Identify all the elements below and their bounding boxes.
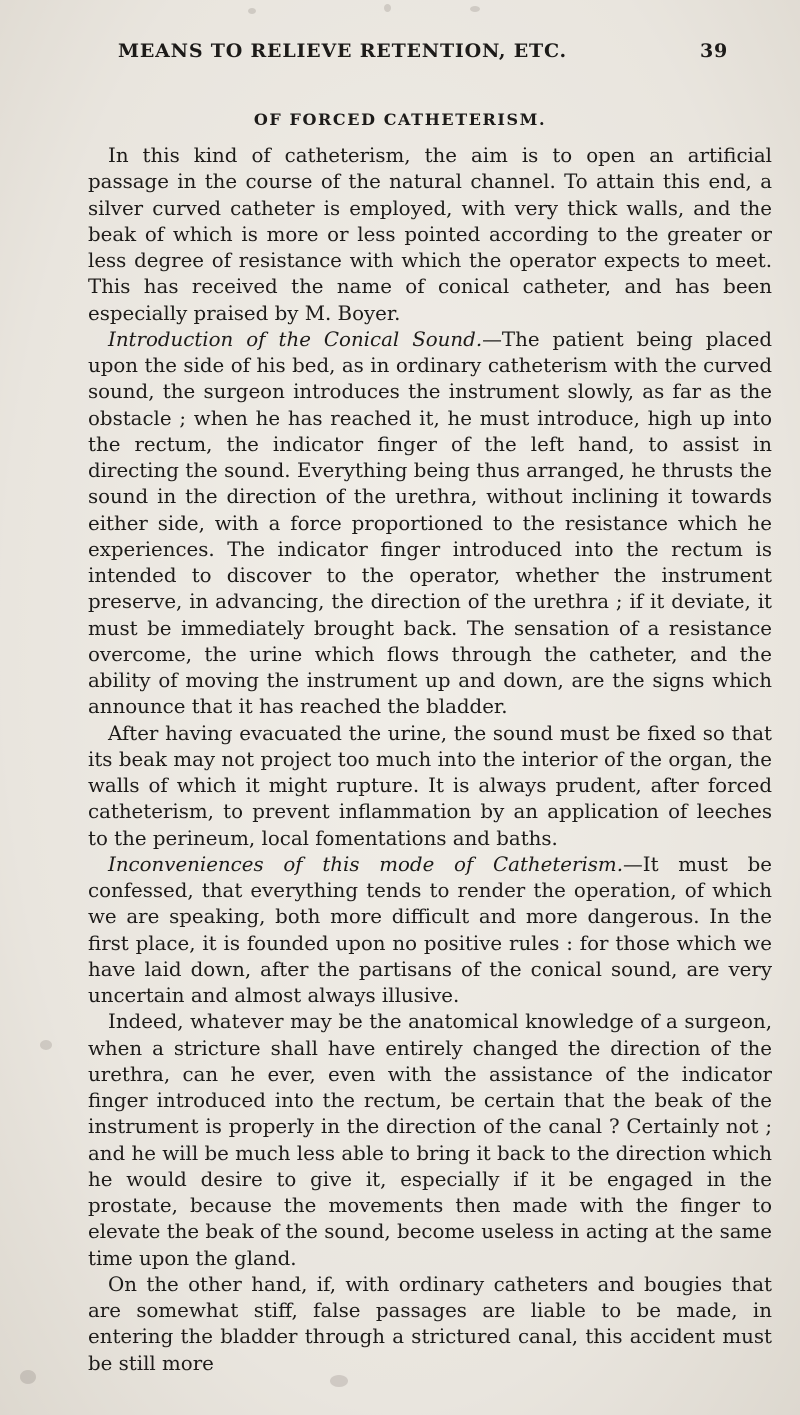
page-number: 39 [699,40,728,62]
paragraph-lead: Inconveniences of this mode of Catheterism. [108,852,623,876]
paragraph-text: After having evacuated the urine, the sound must be fixed so that its beak may not project too much into the interior of the organ, the walls of which it might rupture. It is always prudent, after forced catheterism, to prevent inflammation by an application of leeches to the perineum, local fomentations and baths. [88,721,772,850]
paragraph-text: —The patient being placed upon the side of his bed, as in ordinary catheterism with the curved sound, the surgeon introduces the instrument slowly, as far as the obstacle ; when he has reached it, he must introduce, high up into the rectum, the indicator finger of the left hand, to assist in directing the sound. Everything being thus arranged, he thrusts the sound in the direction of the urethra, without inclining it towards either side, with a force proportioned to the resistance which he experiences. The indicator finger introduced into the rectum is intended to discover to the operator, whether the instrument preserve, in advancing, the direction of the urethra ; if it deviate, it must be immediately brought back. The sensation of a resistance overcome, the urine which flows through the catheter, and the ability of moving the instrument up and down, are the signs which announce that it has reached the bladder. [88,327,772,719]
body-text [88,143,772,1377]
paragraph [88,852,772,1010]
paragraph-lead: Introduction of the Conical Sound. [108,327,483,351]
paragraph-text: Indeed, whatever may be the anatomical knowledge of a surgeon, when a stricture shall have entirely changed the direction of the urethra, can he ever, even with the assistance of the indicator finger introduced into the rectum, be certain that the beak of the instrument is properly in the direction of the canal ? Certainly not ; and he will be much less able to bring it back to the direction which he would desire to give it, especially if it be engaged in the prostate, because the movements then made with the finger to elevate the beak of the sound, become useless in acting at the same time upon the gland. [88,1010,772,1270]
ink-speck [20,1370,36,1384]
running-head-title: MEANS TO RELIEVE RETENTION, ETC. [118,40,567,62]
section-heading: OF FORCED CATHETERISM. [253,110,547,129]
paragraph-text: —It must be confessed, that everything tends to render the operation, of which we are speaking, both more difficult and more dangerous. In the first place, it is founded upon no positive rules : for those which we have laid down, after the partisans of the conical sound, are very uncertain and almost always illusive. [88,852,772,1007]
ink-speck [40,1040,52,1050]
paragraph [88,143,772,327]
paragraph [88,721,772,852]
ink-speck [330,1375,348,1387]
running-head [118,40,728,70]
ink-speck [470,6,480,12]
paragraph-text: On the other hand, if, with ordinary catheters and bougies that are somewhat stiff, false passages are liable to be made, in entering the bladder through a strictured canal, this accident must be still more [88,1272,772,1375]
paragraph [88,1272,772,1377]
ink-speck [248,8,256,14]
paragraph-text: In this kind of catheterism, the aim is to open an artificial passage in the course of the natural channel. To attain this end, a silver curved catheter is employed, with very thick walls, and the beak of which is more or less pointed according to the greater or less degree of resistance with which the operator expects to meet. This has received the name of conical catheter, and has been especially praised by M. Boyer. [88,144,772,325]
ink-speck [384,4,391,12]
paragraph [88,1009,772,1272]
paragraph [88,327,772,721]
